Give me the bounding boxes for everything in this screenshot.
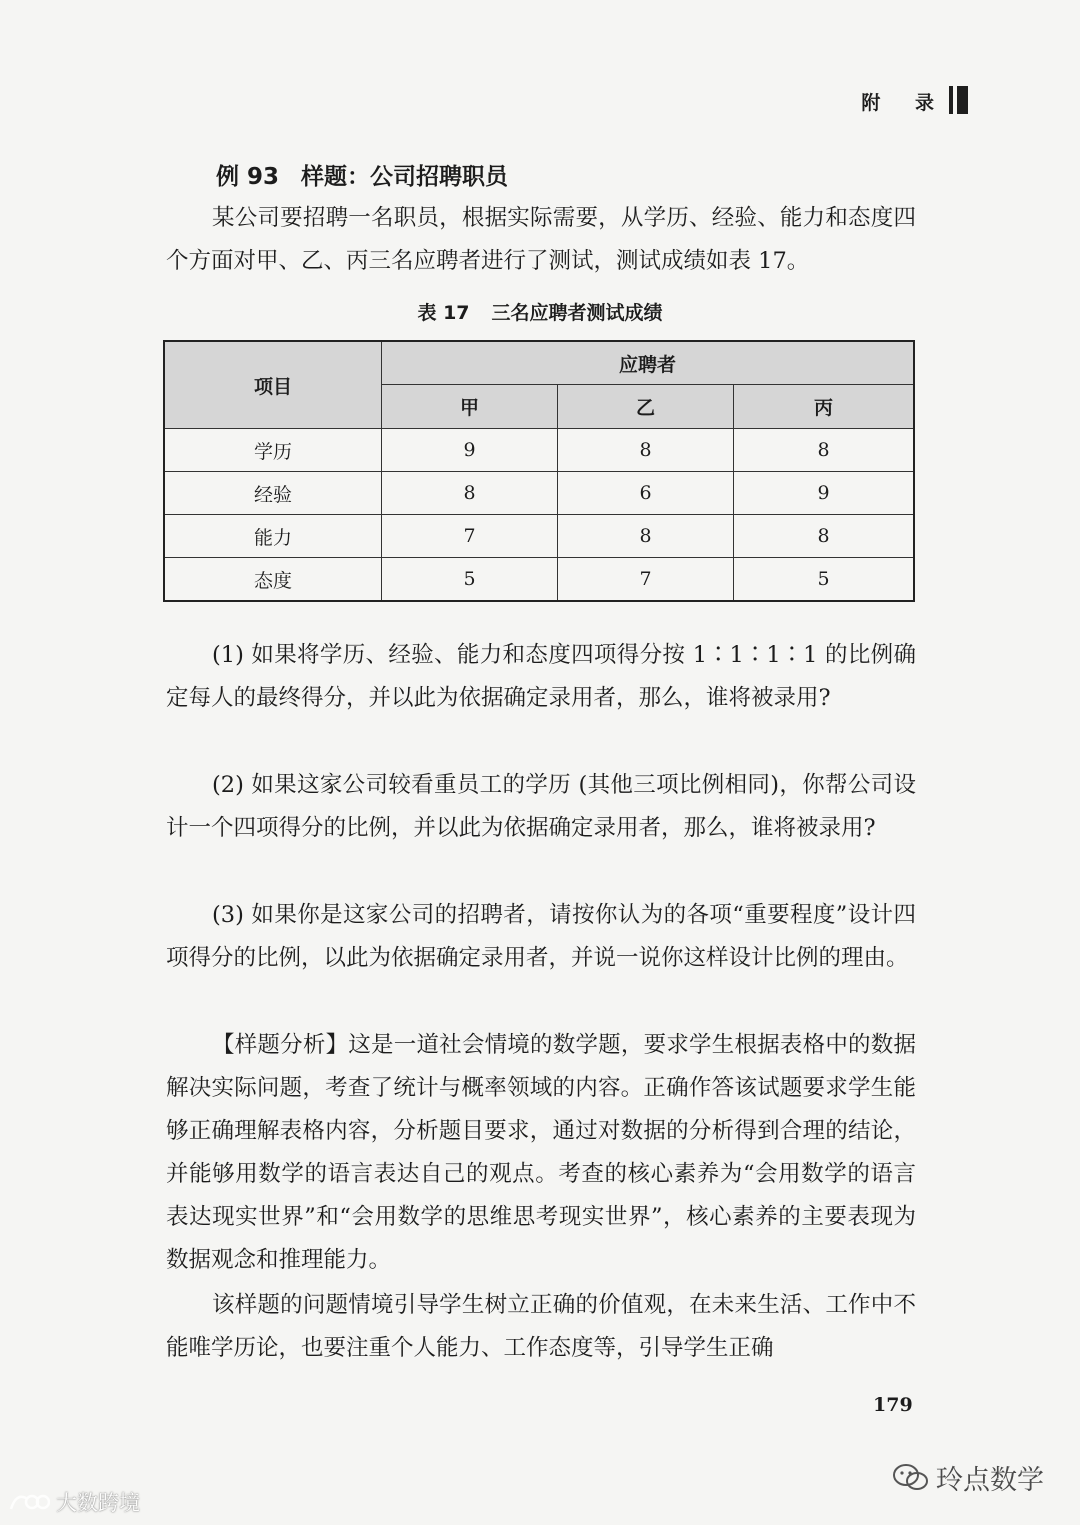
value-paragraph: 该样题的问题情境引导学生树立正确的价值观，在未来生活、工作中不能唯学历论，也要注重个人能力、工作态度等，引导学生正确 [166, 1292, 916, 1361]
example-heading [216, 158, 508, 191]
row-label: 态度 [164, 558, 382, 602]
question-1: (1) 如果将学历、经验、能力和态度四项得分按 1∶1∶1∶1 的比例确定每人的最终得分，并以此为依据确定录用者，那么，谁将被录用? [166, 642, 916, 711]
table-caption-title: 三名应聘者测试成绩 [491, 302, 663, 324]
watermark-right-text: 玲点数学 [936, 1465, 1044, 1496]
brand-logo-icon [8, 1489, 50, 1515]
question-3: (3) 如果你是这家公司的招聘者，请按你认为的各项“重要程度”设计四项得分的比例，以此为依据确定录用者，并说一说你这样设计比例的理由。 [166, 902, 916, 971]
score-cell: 7 [558, 558, 734, 602]
score-cell: 6 [558, 472, 734, 515]
intro-paragraph: 某公司要招聘一名职员，根据实际需要，从学历、经验、能力和态度四个方面对甲、乙、丙三名应聘者进行了测试，测试成绩如表 17。 [166, 205, 916, 274]
section-header: 附 录 [861, 92, 948, 114]
header-bar-thin [949, 86, 953, 114]
row-label: 能力 [164, 515, 382, 558]
score-cell: 8 [382, 472, 558, 515]
score-cell: 7 [382, 515, 558, 558]
score-cell: 8 [734, 429, 914, 472]
watermark-left-text: 大数跨境 [56, 1491, 140, 1515]
wechat-icon [892, 1463, 930, 1493]
question-2: (2) 如果这家公司较看重员工的学历 (其他三项比例相同)，你帮公司设计一个四项得分的比例，并以此为依据确定录用者，那么，谁将被录用? [166, 772, 916, 841]
scores-table [163, 340, 915, 602]
score-cell: 9 [382, 429, 558, 472]
example-number: 例 93 [216, 164, 280, 190]
page-number: 179 [873, 1394, 913, 1416]
header-candidate-yi: 乙 [558, 385, 734, 429]
table-caption [0, 298, 1080, 325]
watermark-left [8, 1487, 140, 1517]
row-label: 经验 [164, 472, 382, 515]
table-row [164, 515, 914, 558]
row-label: 学历 [164, 429, 382, 472]
table-row [164, 472, 914, 515]
header-candidate-bing: 丙 [734, 385, 914, 429]
score-cell: 8 [734, 515, 914, 558]
analysis-text: 这是一道社会情境的数学题，要求学生根据表格中的数据解决实际问题，考查了统计与概率领域的内容。正确作答该试题要求学生能够正确理解表格内容，分析题目要求，通过对数据的分析得到合理的结论，并能够用数学的语言表达自己的观点。考查的核心素养为“会用数学的语言表达现实世界”和“会用数学的思维思考现实世界”，核心素养的主要表现为数据观念和推理能力。 [166, 1032, 916, 1273]
table-row [164, 429, 914, 472]
analysis-label: 【样题分析】 [212, 1032, 349, 1058]
table-row [164, 558, 914, 602]
header-bar-thick [957, 86, 968, 114]
score-cell: 5 [734, 558, 914, 602]
header-item: 项目 [164, 341, 382, 429]
watermark-right [892, 1458, 1044, 1497]
example-title: 样题：公司招聘职员 [301, 164, 509, 190]
header-candidates-group: 应聘者 [382, 341, 915, 385]
table-caption-number: 表 17 [417, 302, 470, 324]
analysis-paragraph [166, 1024, 916, 1282]
score-cell: 9 [734, 472, 914, 515]
score-cell: 8 [558, 515, 734, 558]
header-candidate-jia: 甲 [382, 385, 558, 429]
score-cell: 8 [558, 429, 734, 472]
score-cell: 5 [382, 558, 558, 602]
